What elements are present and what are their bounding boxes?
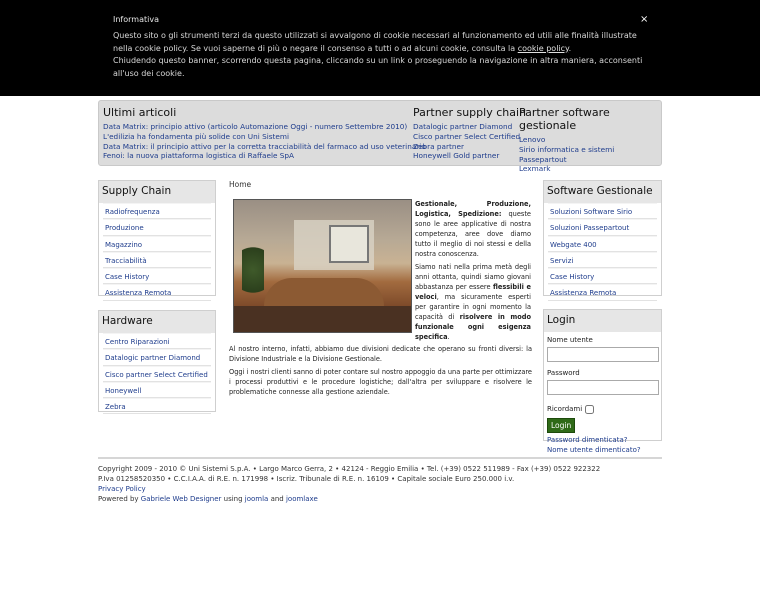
designer-link[interactable]: Gabriele Web Designer xyxy=(140,495,222,503)
partner-link[interactable]: Zebra partner xyxy=(413,141,464,151)
latest-articles xyxy=(103,106,426,161)
partner-software xyxy=(519,106,661,174)
forgot-username-link[interactable]: Nome utente dimenticato? xyxy=(547,446,641,454)
menu-item-assistenza-remota[interactable]: Assistenza Remota xyxy=(103,284,211,300)
menu-item-radiofrequenza[interactable]: Radiofrequenza xyxy=(103,203,211,219)
body-paragraph-1: Al nostro interno, infatti, abbiamo due divisioni dedicate che operano su fronti diversi: la Divisione Industriale e la Divisione Gestionale. xyxy=(229,345,532,363)
footer-copyright: Copyright 2009 - 2010 © Uni Sistemi S.p.A. • Largo Marco Gerra, 2 • 42124 - Reggio Emilia • Tel. (+39) 0522 511989 - Fax (+39) 0522 922322 xyxy=(98,465,601,473)
footer-company-info: P.Iva 01258520350 • C.C.I.A.A. di R.E. n. 171998 • Iscriz. Tribunale di R.E. n. 16109 • Capitale sociale Euro 250.000 i.v. xyxy=(98,475,515,483)
partner-link[interactable]: Cisco partner Select Certified xyxy=(413,131,521,141)
footer-powered: Powered by Gabriele Web Designer using joomla and joomlaxe xyxy=(98,495,318,503)
menu-item-zebra[interactable]: Zebra xyxy=(103,398,211,414)
cookie-policy-link[interactable]: cookie policy xyxy=(517,43,569,53)
joomla-link[interactable]: joomla xyxy=(244,495,269,503)
menu-item-centro-riparazioni[interactable]: Centro Riparazioni xyxy=(103,333,211,349)
article-link[interactable]: L'edilizia ha fondamenta più solide con Uni Sistemi xyxy=(103,131,290,141)
partner-software-title: Partner software gestionale xyxy=(519,106,610,132)
partner-link[interactable]: Sirio informatica e sistemi xyxy=(519,144,615,154)
menu-item-tracciabilita[interactable]: Tracciabilità xyxy=(103,252,211,268)
menu-item-case-history[interactable]: Case History xyxy=(103,268,211,284)
supply-chain-title: Supply Chain xyxy=(99,181,215,203)
joomlaxe-link[interactable]: joomlaxe xyxy=(285,495,318,503)
close-icon[interactable]: × xyxy=(640,14,649,25)
menu-item-cisco[interactable]: Cisco partner Select Certified xyxy=(103,366,211,382)
partner-supply-chain xyxy=(413,106,526,161)
partner-link[interactable]: Passepartout xyxy=(519,154,567,164)
intro-paragraph-2: Siamo nati nella prima metà degli anni ottanta, quindi siamo giovani abbastanza per essere flessibili e veloci, ma sicuramente esperti per garantire in ogni momento la capacità di risolvere in modo funzionale ogni esigenza specifica. xyxy=(415,263,532,341)
menu-item-sirio[interactable]: Soluzioni Software Sirio xyxy=(548,203,657,219)
menu-item-servizi[interactable]: Servizi xyxy=(548,252,657,268)
software-title: Software Gestionale xyxy=(544,181,661,203)
partner-link[interactable]: Lexmark xyxy=(519,164,551,174)
menu-item-produzione[interactable]: Produzione xyxy=(103,219,211,235)
remember-checkbox[interactable] xyxy=(585,405,594,414)
menu-item-magazzino[interactable]: Magazzino xyxy=(103,236,211,252)
cookie-text-2: Chiudendo questo banner, scorrendo questa pagina, cliccando su un link o proseguendo la navigazione in altra maniera, acconsenti all'uso dei cookie. xyxy=(113,56,643,78)
partner-link[interactable]: Lenovo xyxy=(519,135,546,144)
software-menu xyxy=(543,180,662,296)
footer xyxy=(98,464,600,504)
password-input[interactable] xyxy=(547,380,659,395)
office-photo xyxy=(233,199,412,333)
menu-item-assistenza-remota[interactable]: Assistenza Remota xyxy=(548,284,657,300)
menu-item-case-history[interactable]: Case History xyxy=(548,268,657,284)
article-link[interactable]: Data Matrix: il principio attivo per la corretta tracciabilità del farmaco ad uso veterinario xyxy=(103,141,426,151)
remember-label: Ricordami xyxy=(547,405,583,413)
login-title: Login xyxy=(544,310,661,332)
footer-divider xyxy=(98,457,662,459)
latest-articles-title: Ultimi articoli xyxy=(103,106,177,119)
menu-item-webgate[interactable]: Webgate 400 xyxy=(548,236,657,252)
partner-link[interactable]: Datalogic partner Diamond xyxy=(413,122,513,131)
breadcrumb[interactable]: Home xyxy=(229,180,252,189)
partner-link[interactable]: Honeywell Gold partner xyxy=(413,151,500,161)
hardware-title: Hardware xyxy=(99,311,215,333)
cookie-title: Informativa xyxy=(113,15,159,24)
hardware-menu xyxy=(98,310,216,412)
password-label: Password xyxy=(547,369,580,377)
body-paragraph-2: Oggi i nostri clienti sanno di poter contare sul nostro appoggio da una parte per ottimizzare i processi produttivi e le procedure logistiche; dall'altra per sviluppare e risolvere le problematiche connesse alla gestione aziendale. xyxy=(229,368,532,396)
remember-row xyxy=(547,402,658,416)
article-link[interactable]: Fenoi: la nuova piattaforma logistica di Raffaele SpA xyxy=(103,151,295,161)
supply-chain-menu xyxy=(98,180,216,296)
privacy-policy-link[interactable]: Privacy Policy xyxy=(98,485,146,493)
username-input[interactable] xyxy=(547,347,659,362)
cookie-text: Questo sito o gli strumenti terzi da questo utilizzati si avvalgono di cookie necessari al funzionamento ed utili alle finalità illustrate nella cookie policy. Se vuoi saperne di più o negare il consenso a tutti o ad alcuni cookie, consulta la cookie policy. xyxy=(113,31,637,53)
menu-item-datalogic[interactable]: Datalogic partner Diamond xyxy=(103,349,211,365)
body-text xyxy=(229,344,532,400)
login-panel xyxy=(543,309,662,454)
menu-item-passepartout[interactable]: Soluzioni Passepartout xyxy=(548,219,657,235)
login-button[interactable]: Login xyxy=(547,418,575,433)
forgot-password-link[interactable]: Password dimenticata? xyxy=(547,436,628,444)
username-label: Nome utente xyxy=(547,336,593,344)
article-link[interactable]: Data Matrix: principio attivo (articolo Automazione Oggi - numero Settembre 2010) xyxy=(103,122,408,131)
intro-paragraph-1: Gestionale, Produzione, Logistica, Spedizione: queste sono le aree applicative di nostra competenza, aree dove diamo tutto il meglio di noi stessi e della nostra conoscenza. xyxy=(415,200,531,258)
top-news-box xyxy=(98,100,662,174)
cookie-banner xyxy=(0,0,760,96)
intro-text xyxy=(415,199,531,345)
partner-supply-chain-title: Partner supply chain xyxy=(413,106,526,119)
menu-item-honeywell[interactable]: Honeywell xyxy=(103,382,211,398)
